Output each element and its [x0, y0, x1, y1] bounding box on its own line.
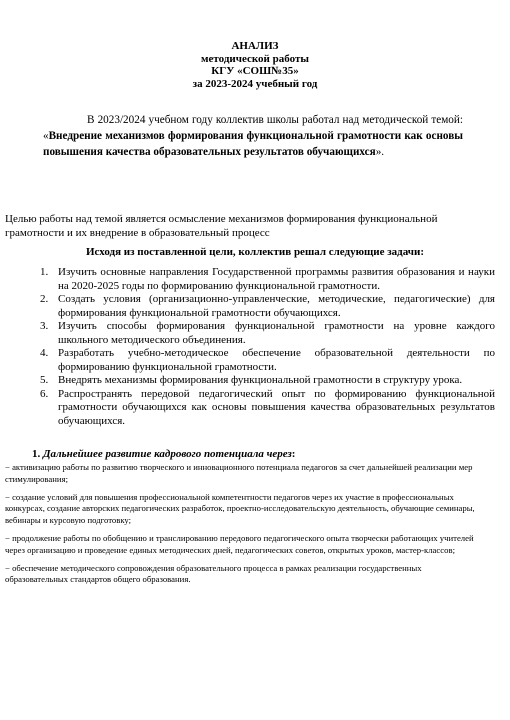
tasks-heading: Исходя из поставленной цели, коллектив решал следующие задачи: — [85, 246, 425, 258]
task-text: Распространять передовой педагогический опыт по формированию функциональной грамотности обучающихся как основы повышения качества образовательных результатов обучающихся. — [58, 387, 495, 427]
task-text: Создать условия (организационно-управленческие, методические, педагогические) для формирования функциональной грамотности обучающихся. — [58, 293, 495, 319]
section-number: 1. — [32, 448, 41, 460]
task-text: Изучить основные направления Государственной программы развития образования и науки на 2020-2025 годы по формированию функциональной грамотности. — [58, 266, 495, 292]
methodical-theme: Внедрение механизмов формирования функциональной грамотности как основы повышения качества образовательных результатов обучающихся — [43, 130, 463, 158]
tasks-list — [40, 266, 495, 428]
goal-paragraph: Целью работы над темой является осмысление механизмов формирования функциональной грамотности и их внедрение в образовательный процесс — [5, 213, 438, 239]
bullet-item: − продолжение работы по обобщению и транслированию передового педагогического опыта творчески работающих учителей через организацию и проведение единых методических дней, педагогических советов, открытых уроков, мастер-классов; — [5, 532, 474, 555]
task-item — [40, 320, 495, 347]
header-school: КГУ «СОШ№35» — [211, 65, 299, 77]
task-number: 6. — [40, 387, 49, 400]
section-title: Дальнейшее развитие кадрового потенциала через — [43, 448, 292, 460]
bullet-item: − создание условий для повышения профессиональной компетентности педагогов через их участие в профессиональных конкурсах, создание авторских педагогических разработок, проектно-исследовательскую деятельность, обучающие семинары, вебинары и курсовую подготовку; — [5, 491, 475, 526]
bullet-item: − активизацию работы по развитию творческого и инновационного потенциала педагогов за счет дальнейшей реализации мер стимулирования; — [5, 462, 473, 484]
task-item — [40, 374, 495, 388]
task-text: Разработать учебно-методическое обеспечение образовательной деятельности по формированию функциональной грамотности. — [58, 347, 495, 373]
task-text: Изучить способы формирования функциональной грамотности на уровне каждого школьного методического объединения. — [58, 320, 495, 346]
intro-text-before: В 2023/2024 учебном году коллектив школы работал над методической темой: « — [43, 114, 463, 142]
task-item — [40, 266, 495, 293]
intro-paragraph — [43, 112, 463, 160]
header-year: за 2023-2024 учебный год — [192, 77, 318, 90]
header-subtitle: методической работы — [201, 52, 309, 65]
intro-text-after: ». — [375, 146, 385, 158]
task-text: Внедрять механизмы формирования функциональной грамотности в структуру урока. — [58, 374, 463, 386]
task-number: 1. — [40, 266, 49, 278]
task-number: 2. — [40, 293, 49, 305]
task-number: 5. — [40, 374, 49, 386]
section-colon: : — [291, 448, 296, 460]
bullet-item: − обеспечение методического сопровождения образовательного процесса в рамках реализации государственных образовательных стандартов общего образования. — [5, 562, 422, 585]
header-title: АНАЛИЗ — [231, 40, 279, 52]
section-heading — [32, 447, 295, 461]
task-number: 4. — [40, 347, 49, 359]
section-bullets — [5, 462, 485, 592]
task-item — [40, 388, 495, 429]
task-number: 3. — [40, 320, 49, 332]
task-item — [40, 347, 495, 374]
document-header — [0, 40, 510, 90]
task-item — [40, 293, 495, 320]
